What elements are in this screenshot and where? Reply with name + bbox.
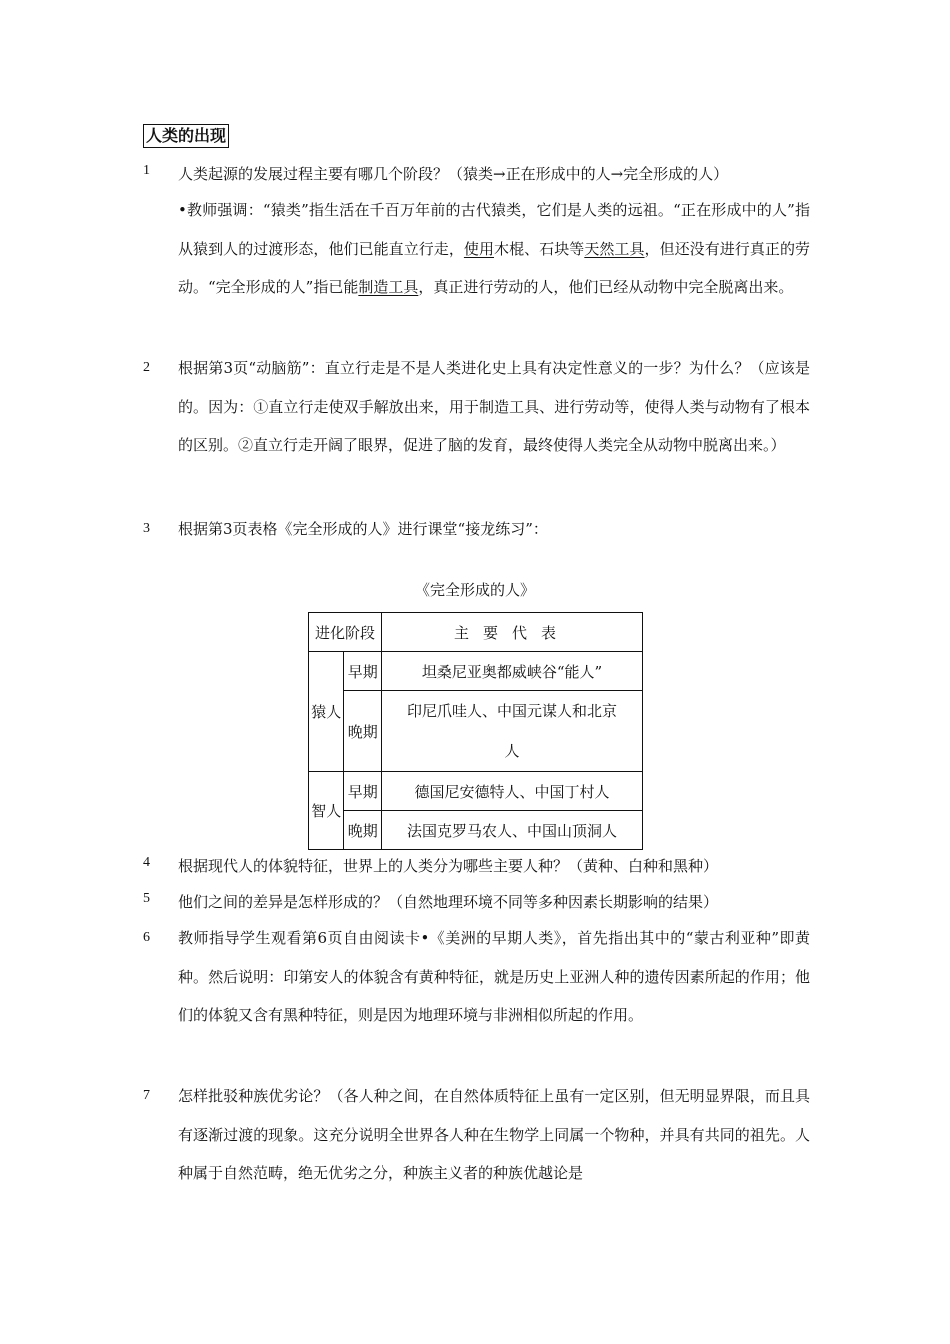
table-row <box>309 652 643 691</box>
item-question: 人类起源的发展过程主要有哪几个阶段？（猿类→正在形成中的人→完全形成的人） <box>178 165 729 183</box>
item-number: 7 <box>143 1088 150 1103</box>
representative: 坦桑尼亚奥都威峡谷“能人” <box>382 652 643 691</box>
section-title: 人类的出现 <box>143 124 229 148</box>
representative: 印尼爪哇人、中国元谋人和北京人 <box>382 691 643 772</box>
table-row <box>309 811 643 850</box>
underlined-term: 天然工具 <box>584 239 645 258</box>
item-number: 2 <box>143 360 150 375</box>
teacher-note: •教师强调：“猿类”指生活在千百万年前的古代猿类，它们是人类的远祖。“正在形成中的人”指从猿到人的过渡形态，他们已能直立行走，使用木棍、石块等天然工具，但还没有进行真正的劳动。“完全形成的人”指已能制造工具，真正进行劳动的人，他们已经从动物中完全脱离出来。 <box>178 201 810 296</box>
period: 晚期 <box>344 691 382 772</box>
representative: 德国尼安德特人、中国丁村人 <box>382 772 643 811</box>
item-text: 根据现代人的体貌特征，世界上的人类分为哪些主要人种？（黄种、白种和黑种） <box>178 857 719 875</box>
period: 晚期 <box>344 811 382 850</box>
item-text: 教师指导学生观看第6页自由阅读卡•《美洲的早期人类》，首先指出其中的“蒙古利亚种”即黄种。然后说明：印第安人的体貌含有黄种特征，就是历史上亚洲人种的遗传因素所起的作用；他们的体貌又含有黑种特征，则是因为地理环境与非洲相似所起的作用。 <box>178 929 810 1024</box>
representative: 法国克罗马农人、中国山顶洞人 <box>382 811 643 850</box>
item-number: 4 <box>143 855 150 870</box>
item-number: 5 <box>143 891 150 906</box>
item-text: 他们之间的差异是怎样形成的？（自然地理环境不同等多种因素长期影响的结果） <box>178 893 719 911</box>
item-text: 根据第3页表格《完全形成的人》进行课堂“接龙练习”： <box>178 520 548 538</box>
item-text: 怎样批驳种族优劣论？（各人种之间，在自然体质特征上虽有一定区别，但无明显界限，而且具有逐渐过渡的现象。这充分说明全世界各人种在生物学上同属一个物种，并具有共同的祖先。人种属于自然范畴，绝无优劣之分，种族主义者的种族优越论是 <box>178 1087 810 1182</box>
header-stage: 进化阶段 <box>309 613 382 652</box>
item-text: 根据第3页“动脑筋”：直立行走是不是人类进化史上具有决定性意义的一步？为什么？（应该是的。因为：①直立行走使双手解放出来，用于制造工具、进行劳动等，使得人类与动物有了根本的区别。②直立行走开阔了眼界，促进了脑的发育，最终使得人类完全从动物中脱离出来。） <box>178 359 810 454</box>
table-caption: 《完全形成的人》 <box>414 581 535 599</box>
table-header-row <box>309 613 643 652</box>
item-number: 3 <box>143 521 150 536</box>
group-name: 猿人 <box>309 652 344 772</box>
period: 早期 <box>344 652 382 691</box>
underlined-term: 使用 <box>463 239 495 258</box>
table-row <box>309 691 643 772</box>
item-number: 1 <box>143 163 150 178</box>
underlined-term: 制造工具 <box>358 278 419 296</box>
item-number: 6 <box>143 930 150 945</box>
group-name: 智人 <box>309 772 344 850</box>
header-representative: 主要代表 <box>382 613 643 652</box>
stages-table <box>308 612 643 850</box>
table-row <box>309 772 643 811</box>
period: 早期 <box>344 772 382 811</box>
